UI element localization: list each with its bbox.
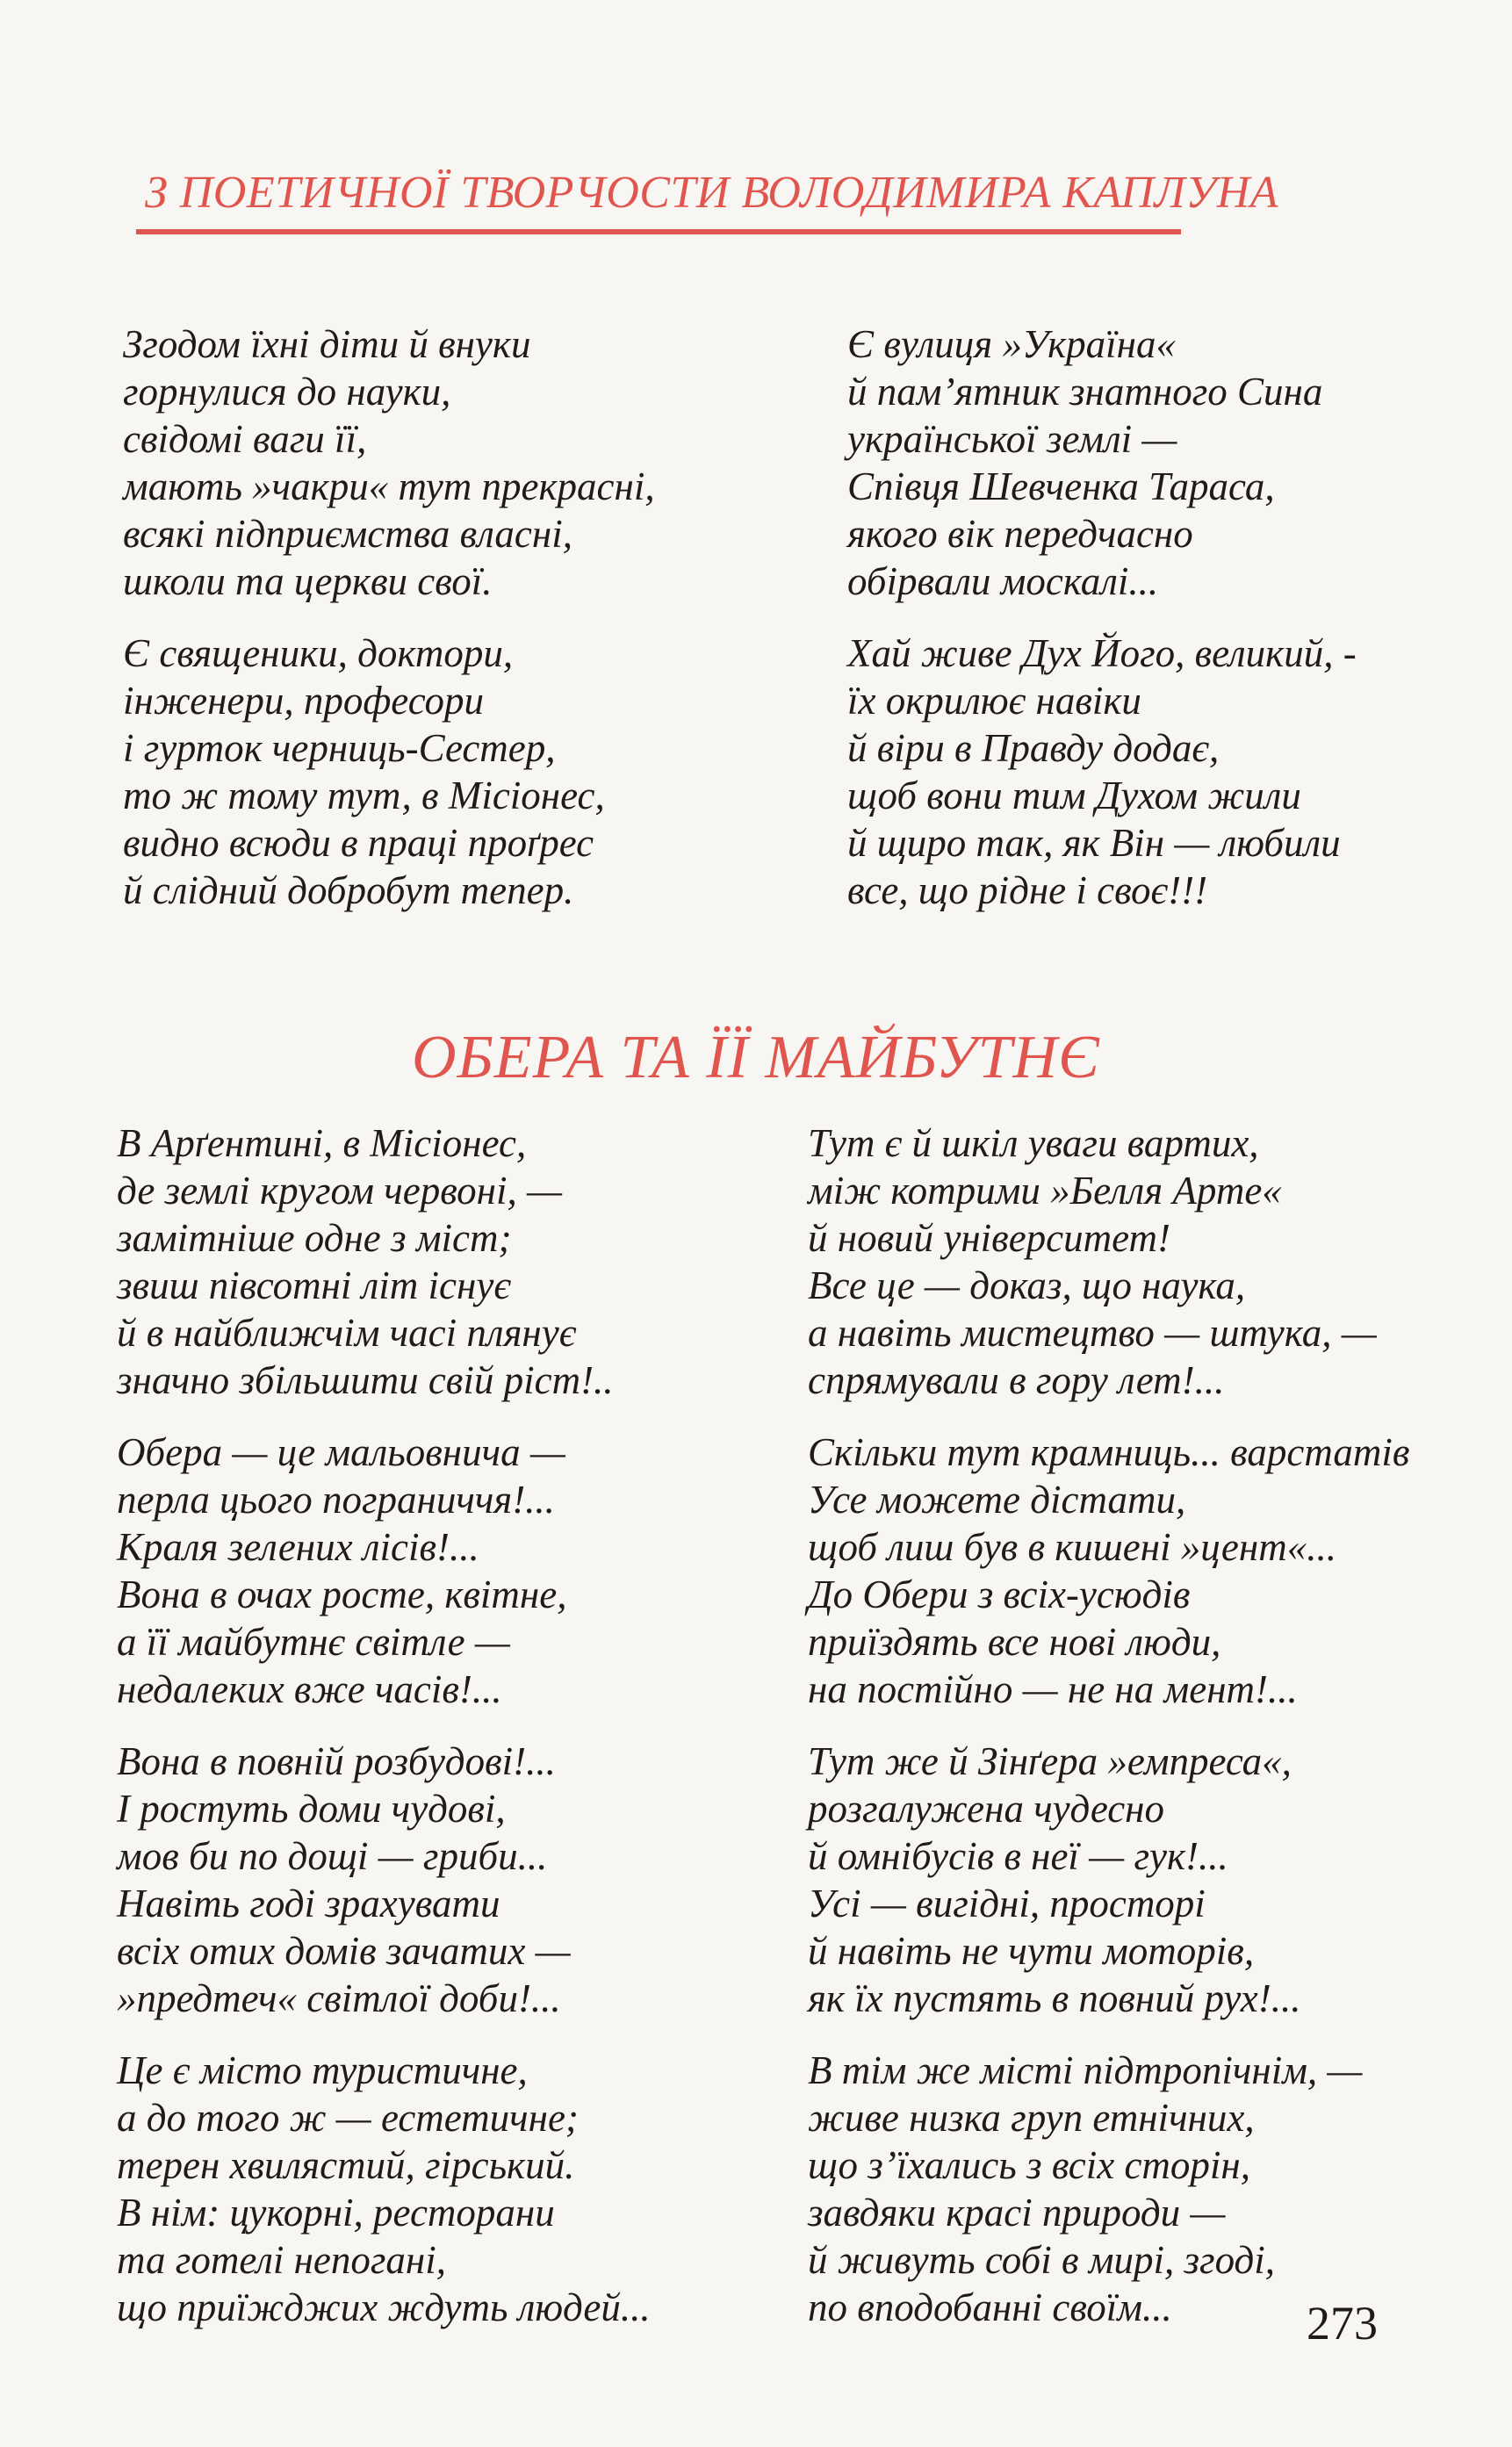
verse-line: все, що рідне і своє!!! <box>847 868 1208 912</box>
verse-line: щоб вони тим Духом жили <box>847 774 1301 817</box>
verse-line: спрямували в гору лет!... <box>808 1358 1225 1402</box>
verse-line: й віри в Правду додає, <box>847 726 1220 770</box>
verse-line: значно збільшити свій ріст!.. <box>117 1358 614 1402</box>
section-title: З ПОЕТИЧНОЇ ТВОРЧОСТИ ВОЛОДИМИРА КАПЛУНА <box>145 168 1279 218</box>
stanza <box>117 1119 651 1404</box>
verse-line: між котрими »Белля Арте« <box>808 1169 1282 1213</box>
poem-column-top-right <box>847 320 1357 939</box>
verse-line: й навіть не чути моторів, <box>808 1929 1255 1973</box>
stanza <box>117 1738 651 2022</box>
verse-line: завдяки красі природи — <box>808 2191 1226 2235</box>
verse-line: а навіть мистецтво — штука, — <box>808 1311 1377 1355</box>
poem-column-top-left <box>123 320 655 939</box>
verse-line: й живуть собі в мирі, згоді, <box>808 2238 1276 2282</box>
verse-line: й пам’ятник знатного Сина <box>847 370 1323 414</box>
section-header <box>136 162 1279 234</box>
verse-line: Це є місто туристичне, <box>117 2048 528 2092</box>
verse-line: розгалужена чудесно <box>808 1787 1165 1831</box>
verse-line: В тім же місті підтропічнім, — <box>808 2048 1363 2092</box>
verse-line: живе низка груп етнічних, <box>808 2096 1255 2140</box>
verse-line: Згодом їхні діти й внуки <box>123 322 531 366</box>
verse-line: Скільки тут крамниць... варстатів <box>808 1430 1410 1474</box>
stanza <box>117 2047 651 2331</box>
verse-line: Усі — вигідні, просторі <box>808 1882 1206 1925</box>
verse-line: й щиро так, як Він — любили <box>847 821 1341 865</box>
verse-line: школи та церкви свої. <box>123 559 493 603</box>
verse-line: то ж тому тут, в Місіонес, <box>123 774 605 817</box>
section-title-underline <box>136 229 1181 234</box>
verse-line: обірвали москалі... <box>847 559 1159 603</box>
stanza <box>123 320 655 605</box>
verse-line: що з’їхались з всіх сторін, <box>808 2143 1251 2187</box>
verse-line: терен хвилястий, гірський. <box>117 2143 575 2187</box>
stanza <box>808 1119 1409 1404</box>
verse-line: як їх пустять в повний рух!... <box>808 1976 1301 2020</box>
verse-line: й в найближчім часі плянує <box>117 1311 577 1355</box>
verse-line: Хай живе Дух Його, великий, - <box>847 631 1357 675</box>
poem-column-bottom-left <box>117 1119 651 2356</box>
verse-line: а її майбутнє світле — <box>117 1620 510 1664</box>
verse-line: перла цього пограниччя!... <box>117 1478 555 1522</box>
verse-line: видно всюди в праці проґрес <box>123 821 594 865</box>
verse-line: й омнібусів в неї — гук!... <box>808 1834 1228 1878</box>
verse-line: щоб лиш був в кишені »цент«... <box>808 1525 1336 1569</box>
verse-line: Навіть годі зрахувати <box>117 1882 500 1925</box>
verse-line: приїздять все нові люди, <box>808 1620 1221 1664</box>
verse-line: І ростуть доми чудові, <box>117 1787 506 1831</box>
verse-line: Співця Шевченка Тараса, <box>847 464 1275 508</box>
verse-line: на постійно — не на мент!... <box>808 1667 1298 1711</box>
stanza <box>808 2047 1409 2331</box>
verse-line: Все це — доказ, що наука, <box>808 1263 1246 1307</box>
verse-line: Є вулиця »Україна« <box>847 322 1176 366</box>
verse-line: якого вік передчасно <box>847 512 1193 556</box>
verse-line: свідомі ваги її, <box>123 417 367 461</box>
verse-line: Є священики, доктори, <box>123 631 514 675</box>
verse-line: В нім: цукорні, ресторани <box>117 2191 555 2235</box>
stanza <box>123 630 655 914</box>
verse-line: української землі — <box>847 417 1177 461</box>
verse-line: а до того ж — естетичне; <box>117 2096 579 2140</box>
verse-line: їх окрилює навіки <box>847 679 1141 723</box>
verse-line: звиш півсотні літ існує <box>117 1263 511 1307</box>
verse-line: що приїжджих ждуть людей... <box>117 2285 651 2329</box>
verse-line: мов би по дощі — гриби... <box>117 1834 548 1878</box>
verse-line: та готелі непогані, <box>117 2238 447 2282</box>
verse-line: й слідний добробут тепер. <box>123 868 574 912</box>
verse-line: всякі підприємства власні, <box>123 512 572 556</box>
verse-line: по вподобанні своїм... <box>808 2285 1172 2329</box>
verse-line: горнулися до науки, <box>123 370 451 414</box>
verse-line: Обера — це мальовнича — <box>117 1430 565 1474</box>
stanza <box>847 630 1357 914</box>
verse-line: Тут же й Зінґера »емпреса«, <box>808 1739 1292 1783</box>
poem-column-bottom-right <box>808 1119 1409 2356</box>
verse-line: До Обери з всіх-усюдів <box>808 1573 1191 1616</box>
verse-line: Вона в повній розбудові!... <box>117 1739 556 1783</box>
verse-line: замітніше одне з міст; <box>117 1216 512 1260</box>
verse-line: інженери, професори <box>123 679 485 723</box>
verse-line: мають »чакри« тут прекрасні, <box>123 464 655 508</box>
stanza <box>847 320 1357 605</box>
stanza <box>808 1429 1409 1713</box>
verse-line: Краля зелених лісів!... <box>117 1525 479 1569</box>
verse-line: де землі кругом червоні, — <box>117 1169 562 1213</box>
verse-line: Вона в очах росте, квітне, <box>117 1573 567 1616</box>
poem-title: ОБЕРА ТА ЇЇ МАЙБУТНЄ <box>412 1024 1100 1091</box>
page-number: 273 <box>1307 2297 1378 2350</box>
verse-line: й новий університет! <box>808 1216 1170 1260</box>
verse-line: і гурток черниць-Сестер, <box>123 726 556 770</box>
stanza <box>117 1429 651 1713</box>
verse-line: всіх отих домів зачатих — <box>117 1929 571 1973</box>
verse-line: недалеких вже часів!... <box>117 1667 502 1711</box>
verse-line: В Арґентині, в Місіонес, <box>117 1121 527 1165</box>
stanza <box>808 1738 1409 2022</box>
verse-line: Тут є й шкіл уваги вартих, <box>808 1121 1259 1165</box>
verse-line: »предтеч« світлої доби!... <box>117 1976 561 2020</box>
verse-line: Усе можете дістати, <box>808 1478 1186 1522</box>
